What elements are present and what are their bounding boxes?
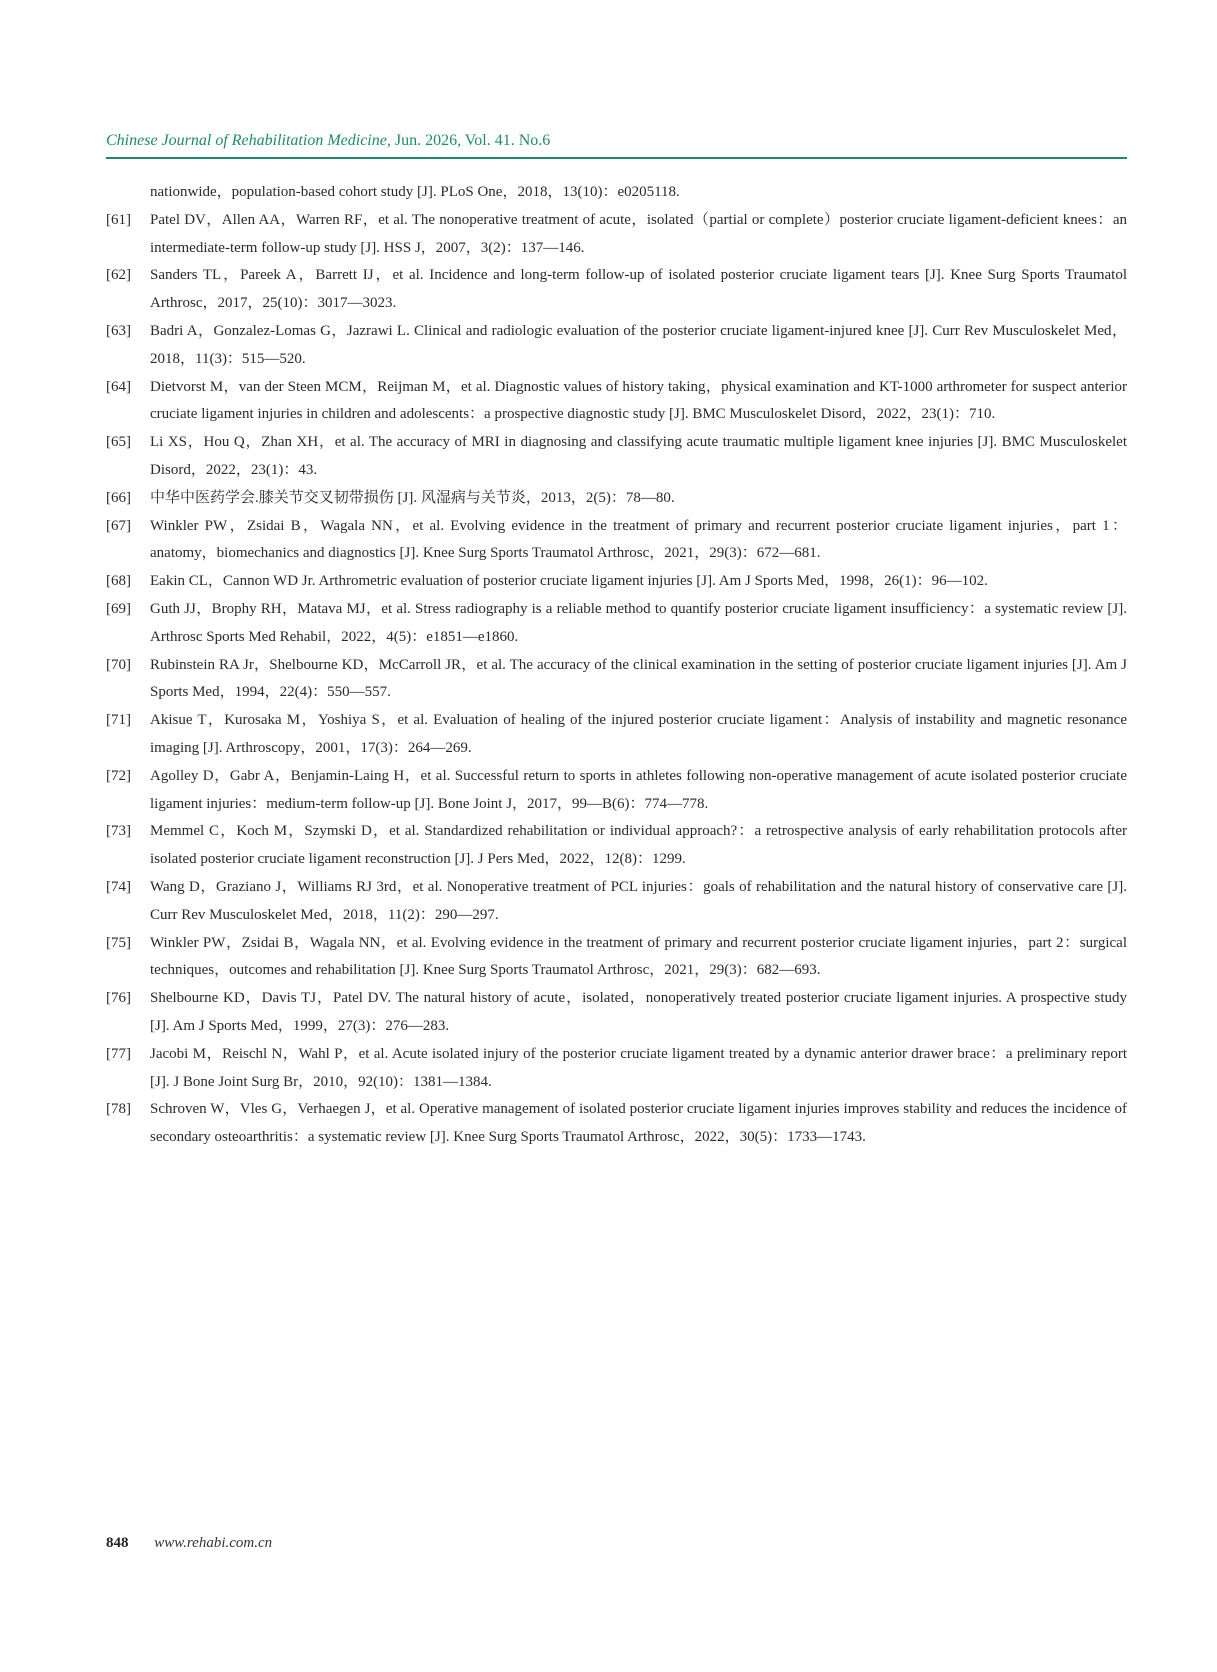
reference-text: Winkler PW，Zsidai B，Wagala NN，et al. Evolving evidence in the treatment of primary and recurrent posterior cruciate ligament injuries，part 1：anatomy，biomechanics and diagnostics [J]. Knee Surg Sports Traumatol Arthrosc，2021，29(3)：672—681. bbox=[150, 517, 1127, 562]
reference-item bbox=[106, 207, 1127, 263]
reference-item bbox=[106, 930, 1127, 986]
reference-number: [65] bbox=[106, 434, 131, 451]
reference-number: [76] bbox=[106, 990, 131, 1007]
reference-item bbox=[106, 179, 1127, 207]
reference-text: Sanders TL，Pareek A，Barrett IJ，et al. Incidence and long-term follow-up of isolated posterior cruciate ligament tears [J]. Knee Surg Sports Traumatol Arthrosc，2017，25(10)：3017—3023. bbox=[150, 267, 1127, 312]
reference-text: Patel DV，Allen AA，Warren RF，et al. The nonoperative treatment of acute，isolated（partial or complete）posterior cruciate ligament-deficient knees：an intermediate-term follow-up study [J]. HSS J，2007，3(2)：137—146. bbox=[150, 211, 1127, 256]
reference-text: Agolley D，Gabr A，Benjamin-Laing H，et al. Successful return to sports in athletes following non-operative management of acute isolated posterior cruciate ligament injuries：medium-term follow-up [J]. Bone Joint J，2017，99—B(6)：774—778. bbox=[150, 767, 1127, 812]
reference-number: [67] bbox=[106, 517, 131, 534]
reference-number: [78] bbox=[106, 1101, 131, 1118]
issue-info: Jun. 2026, Vol. 41. No.6 bbox=[394, 132, 551, 149]
reference-text: Badri A，Gonzalez-Lomas G，Jazrawi L. Clinical and radiologic evaluation of the posterior cruciate ligament-injured knee [J]. Curr Rev Musculoskelet Med，2018，11(3)：515—520. bbox=[150, 322, 1127, 367]
reference-item bbox=[106, 707, 1127, 763]
reference-item bbox=[106, 318, 1127, 374]
reference-list bbox=[106, 179, 1127, 1152]
reference-text: Winkler PW，Zsidai B，Wagala NN，et al. Evolving evidence in the treatment of primary and recurrent posterior cruciate ligament injuries，part 2：surgical techniques，outcomes and rehabilitation [J]. Knee Surg Sports Traumatol Arthrosc，2021，29(3)：682—693. bbox=[150, 934, 1127, 979]
reference-number: [73] bbox=[106, 823, 131, 840]
reference-text: Jacobi M，Reischl N，Wahl P，et al. Acute isolated injury of the posterior cruciate ligament treated by a dynamic anterior drawer brace：a preliminary report [J]. J Bone Joint Surg Br，2010，92(10)：1381—1384. bbox=[150, 1045, 1127, 1090]
reference-item bbox=[106, 874, 1127, 930]
reference-item bbox=[106, 818, 1127, 874]
reference-text: nationwide，population-based cohort study [J]. PLoS One，2018，13(10)：e0205118. bbox=[150, 184, 680, 200]
reference-item bbox=[106, 568, 1127, 596]
reference-number: [68] bbox=[106, 573, 131, 590]
reference-text: Akisue T，Kurosaka M，Yoshiya S，et al. Evaluation of healing of the injured posterior cruciate ligament：Analysis of instability and magnetic resonance imaging [J]. Arthroscopy，2001，17(3)：264—269. bbox=[150, 712, 1127, 756]
running-header bbox=[106, 132, 1126, 150]
reference-text: Guth JJ，Brophy RH，Matava MJ，et al. Stress radiography is a reliable method to quantify posterior cruciate ligament insufficiency：a systematic review [J]. Arthrosc Sports Med Rehabil，2022，4(5)：e1851—e1860. bbox=[150, 600, 1127, 645]
page-footer bbox=[106, 1535, 272, 1552]
reference-item bbox=[106, 262, 1127, 318]
reference-number: [61] bbox=[106, 211, 131, 228]
reference-number: [77] bbox=[106, 1045, 131, 1062]
reference-item bbox=[106, 485, 1127, 513]
page-number: 848 bbox=[106, 1535, 129, 1551]
reference-text: Memmel C，Koch M，Szymski D，et al. Standardized rehabilitation or individual approach?：a retrospective analysis of early rehabilitation protocols after isolated posterior cruciate ligament reconstruction [J]. J Pers Med，2022，12(8)：1299. bbox=[150, 823, 1127, 868]
reference-number: [62] bbox=[106, 267, 131, 284]
reference-item bbox=[106, 429, 1127, 485]
reference-item bbox=[106, 763, 1127, 819]
journal-website: www.rehabi.com.cn bbox=[154, 1535, 273, 1551]
reference-item bbox=[106, 985, 1127, 1041]
reference-item bbox=[106, 1041, 1127, 1097]
reference-text: Wang D，Graziano J，Williams RJ 3rd，et al. Nonoperative treatment of PCL injuries：goals of rehabilitation and the natural history of conservative care [J]. Curr Rev Musculoskelet Med，2018，11(2)：290—297. bbox=[150, 878, 1127, 923]
reference-number: [72] bbox=[106, 767, 131, 784]
reference-item bbox=[106, 652, 1127, 708]
reference-number: [64] bbox=[106, 378, 131, 395]
reference-text: Rubinstein RA Jr，Shelbourne KD，McCarroll JR，et al. The accuracy of the clinical examination in the setting of posterior cruciate ligament injuries [J]. Am J Sports Med，1994，22(4)：550—557. bbox=[150, 656, 1127, 701]
reference-number: [66] bbox=[106, 489, 131, 506]
reference-number: [63] bbox=[106, 322, 131, 339]
reference-text: Li XS，Hou Q，Zhan XH，et al. The accuracy of MRI in diagnosing and classifying acute traumatic multiple ligament knee injuries [J]. BMC Musculoskelet Disord，2022，23(1)：43. bbox=[150, 434, 1127, 478]
reference-number: [75] bbox=[106, 934, 131, 951]
reference-number: [71] bbox=[106, 712, 131, 729]
reference-text: Schroven W，Vles G，Verhaegen J，et al. Operative management of isolated posterior cruciate ligament injuries improves stability and reduces the incidence of secondary osteoarthritis：a systematic review [J]. Knee Surg Sports Traumatol Arthrosc，2022，30(5)：1733—1743. bbox=[150, 1101, 1127, 1146]
reference-item bbox=[106, 374, 1127, 430]
journal-title: Chinese Journal of Rehabilitation Medicine, bbox=[106, 132, 391, 149]
reference-item bbox=[106, 513, 1127, 569]
reference-item bbox=[106, 596, 1127, 652]
reference-number: [70] bbox=[106, 656, 131, 673]
reference-item bbox=[106, 1096, 1127, 1152]
reference-text: Eakin CL，Cannon WD Jr. Arthrometric evaluation of posterior cruciate ligament injuries [J]. Am J Sports Med，1998，26(1)：96—102. bbox=[150, 573, 988, 590]
reference-text: Shelbourne KD，Davis TJ，Patel DV. The natural history of acute，isolated，nonoperatively treated posterior cruciate ligament injuries. A prospective study [J]. Am J Sports Med，1999，27(3)：276—283. bbox=[150, 990, 1127, 1034]
reference-number: [69] bbox=[106, 600, 131, 617]
reference-text: 中华中医药学会.膝关节交叉韧带损伤 [J]. 风湿病与关节炎，2013，2(5)：78—80. bbox=[150, 489, 675, 506]
reference-text: Dietvorst M，van der Steen MCM，Reijman M，et al. Diagnostic values of history taking，physical examination and KT-1000 arthrometer for suspect anterior cruciate ligament injuries in children and adolescents：a prospective diagnostic study [J]. BMC Musculoskelet Disord，2022，23(1)：710. bbox=[150, 378, 1127, 423]
header-rule bbox=[106, 157, 1127, 159]
reference-number: [74] bbox=[106, 878, 131, 895]
